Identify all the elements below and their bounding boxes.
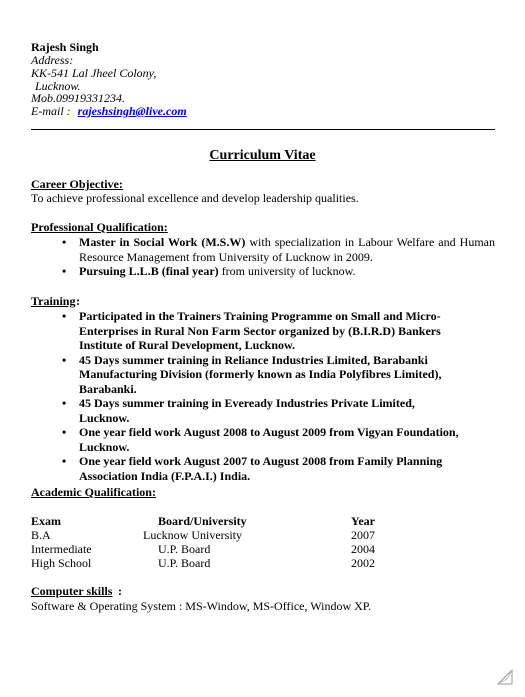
computer-skills-colon: : (118, 584, 122, 598)
exam-cell: B.A (31, 528, 51, 542)
computer-skills-heading-text: Computer skills (31, 584, 113, 598)
list-item (62, 264, 495, 279)
exam-cell: High School (31, 556, 92, 570)
computer-skills-text: Software & Operating System : MS-Window, MS-Office, Window XP. (31, 599, 372, 613)
training-item-text: 45 Days summer training in Eveready Industries Private Limited, Lucknow. (79, 396, 415, 425)
qualification-detail: from university of lucknow. (218, 264, 356, 278)
mobile-number: Mob.09919331234. (31, 91, 125, 105)
list-item (62, 396, 462, 425)
bullet-icon: • (62, 309, 67, 323)
list-item (62, 235, 495, 264)
career-objective-heading: Career Objective: (31, 177, 123, 191)
bullet-icon: • (62, 425, 67, 439)
header-divider (31, 129, 495, 130)
board-cell: U.P. Board (158, 556, 211, 570)
year-cell: 2002 (351, 556, 375, 570)
page-corner-icon (497, 669, 513, 685)
training-item-text: One year field work August 2008 to August 2009 from Vigyan Foundation, Lucknow. (79, 425, 459, 454)
training-heading-colon: : (76, 294, 80, 308)
professional-qualification-list (62, 235, 495, 279)
bullet-icon: • (62, 235, 67, 249)
email-link[interactable]: rajeshsingh@live.com (77, 104, 187, 118)
qualification-title: Pursuing L.L.B (final year) (79, 264, 219, 278)
career-objective-text: To achieve professional excellence and develop leadership qualities. (31, 191, 359, 205)
document-title: Curriculum Vitae (209, 148, 316, 163)
board-cell: Lucknow University (143, 528, 242, 542)
year-cell: 2007 (351, 528, 375, 542)
list-item (62, 425, 462, 454)
board-cell: U.P. Board (158, 542, 211, 556)
year-cell: 2004 (351, 542, 375, 556)
column-header-year: Year (351, 514, 375, 528)
column-header-exam: Exam (31, 514, 61, 528)
bullet-icon: • (62, 396, 67, 410)
address-label: Address: (31, 53, 74, 67)
list-item (62, 353, 462, 397)
email-label: E-mail : (31, 104, 71, 118)
bullet-icon: • (62, 352, 67, 367)
professional-qualification-heading: Professional Qualification: (31, 220, 168, 234)
bullet-icon: • (62, 264, 67, 278)
computer-skills-heading (31, 584, 112, 598)
list-item (62, 454, 462, 483)
address-line-2: Lucknow. (35, 79, 81, 93)
email-row (31, 104, 187, 118)
training-heading-text: Training (31, 294, 76, 308)
exam-cell: Intermediate (31, 542, 92, 556)
academic-qualification-heading: Academic Qualification: (31, 485, 156, 499)
column-header-board: Board/University (158, 514, 247, 528)
list-item (62, 309, 462, 353)
training-list (62, 309, 462, 483)
candidate-name: Rajesh Singh (31, 40, 99, 54)
training-item-text: One year field work August 2007 to August 2008 from Family Planning Association India (F.P.A.I.) India. (79, 454, 443, 483)
address-line-1: KK-541 Lal Jheel Colony, (31, 66, 157, 80)
qualification-title: Master in Social Work (M.S.W) (79, 235, 246, 249)
training-item-text: Participated in the Trainers Training Programme on Small and Micro-Enterprises in Rural Non Farm Sector organized by (B.I.R.D) Bankers Institute of Rural Development, Lucknow. (79, 309, 441, 352)
bullet-icon: • (62, 454, 67, 468)
training-item-text: 45 Days summer training in Reliance Industries Limited, Barabanki Manufacturing Division (formerly known as India Polyfibres Limited), Barabanki. (79, 352, 442, 396)
qualification-detail: with specialization in Labour Welfare and Human Resource Management from University of Lucknow in 2009. (79, 235, 495, 264)
training-heading (31, 294, 75, 308)
